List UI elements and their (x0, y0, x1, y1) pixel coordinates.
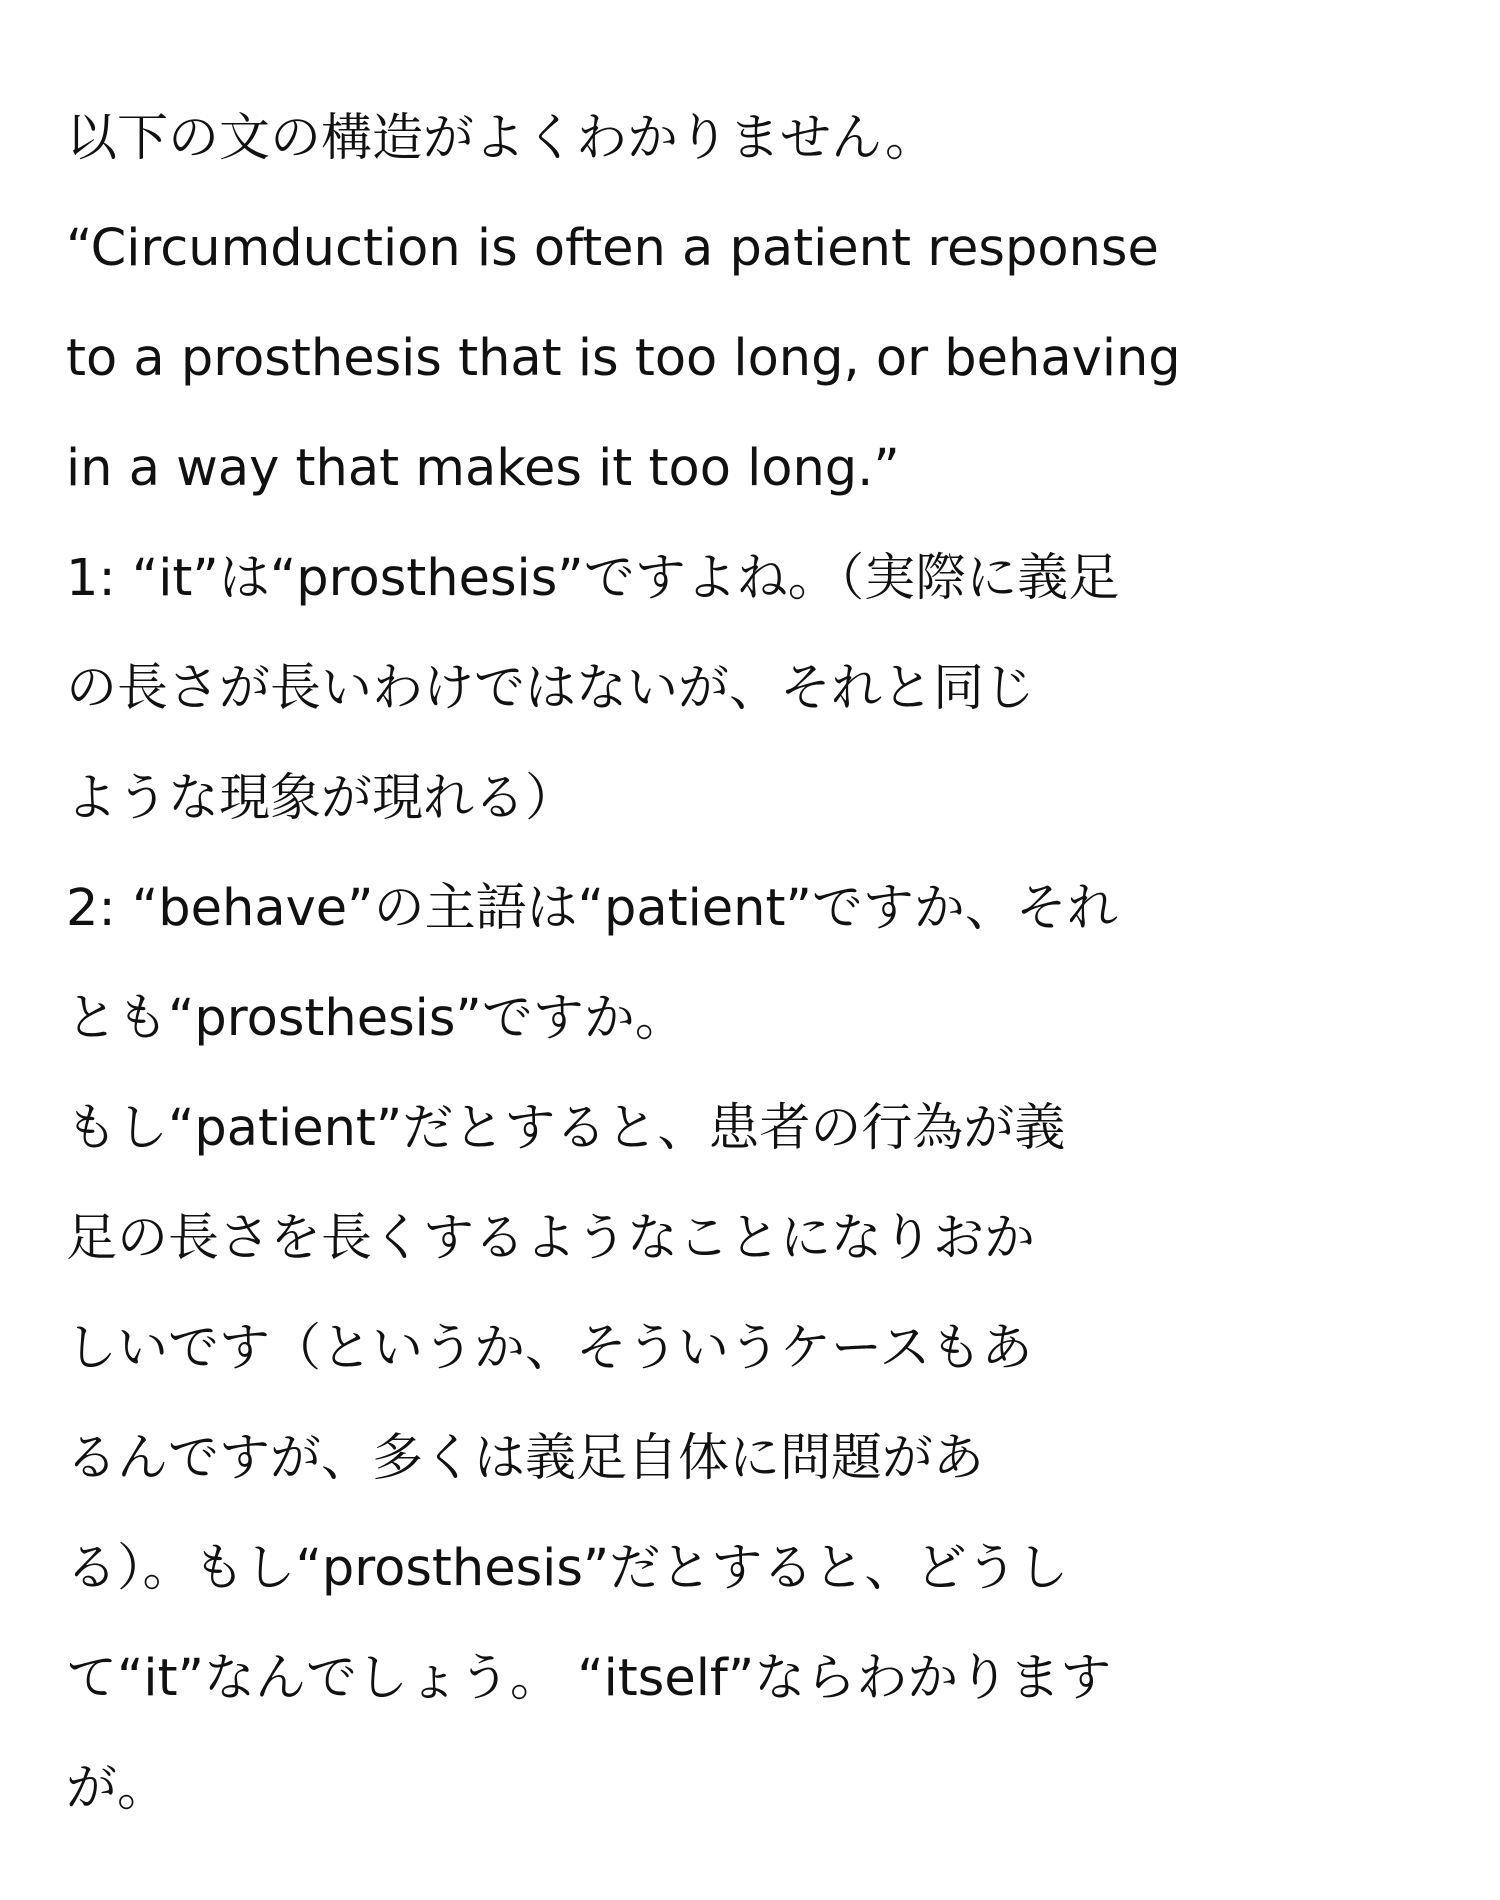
text-line-9: とも“prosthesis”ですか。 (66, 989, 686, 1048)
text-line-1: 以下の文の構造がよくわかりません。 (66, 109, 937, 168)
text-line-16: が。 (66, 1759, 169, 1818)
document-body (66, 84, 1436, 1844)
text-line-2: “Circumduction is often a patient response (66, 219, 1159, 278)
text-line-14: る）。もし“prosthesis”だとすると、どうし (66, 1539, 1069, 1598)
text-line-15: て“it”なんでしょう。 “itself”ならわかります (66, 1649, 1112, 1708)
text-line-13: るんですが、多くは義足自体に問題があ (66, 1429, 985, 1488)
text-line-11: 足の長さを長くするようなことになりおか (66, 1209, 1036, 1268)
text-line-3: to a prosthesis that is too long, or behaving (66, 329, 1181, 388)
text-line-6: の長さが長いわけではないが、それと同じ (66, 659, 1036, 718)
text-line-5: 1: “it”は“prosthesis”ですよね。（実際に義足 (66, 549, 1120, 608)
text-line-10: もし“patient”だとすると、患者の行為が義 (66, 1099, 1066, 1158)
text-line-8: 2: “behave”の主語は“patient”ですか、それ (66, 879, 1118, 938)
text-line-12: しいです（というか、そういうケースもあ (66, 1319, 1033, 1378)
text-line-4: in a way that makes it too long.” (66, 439, 900, 498)
text-line-7: ような現象が現れる） (66, 769, 577, 828)
